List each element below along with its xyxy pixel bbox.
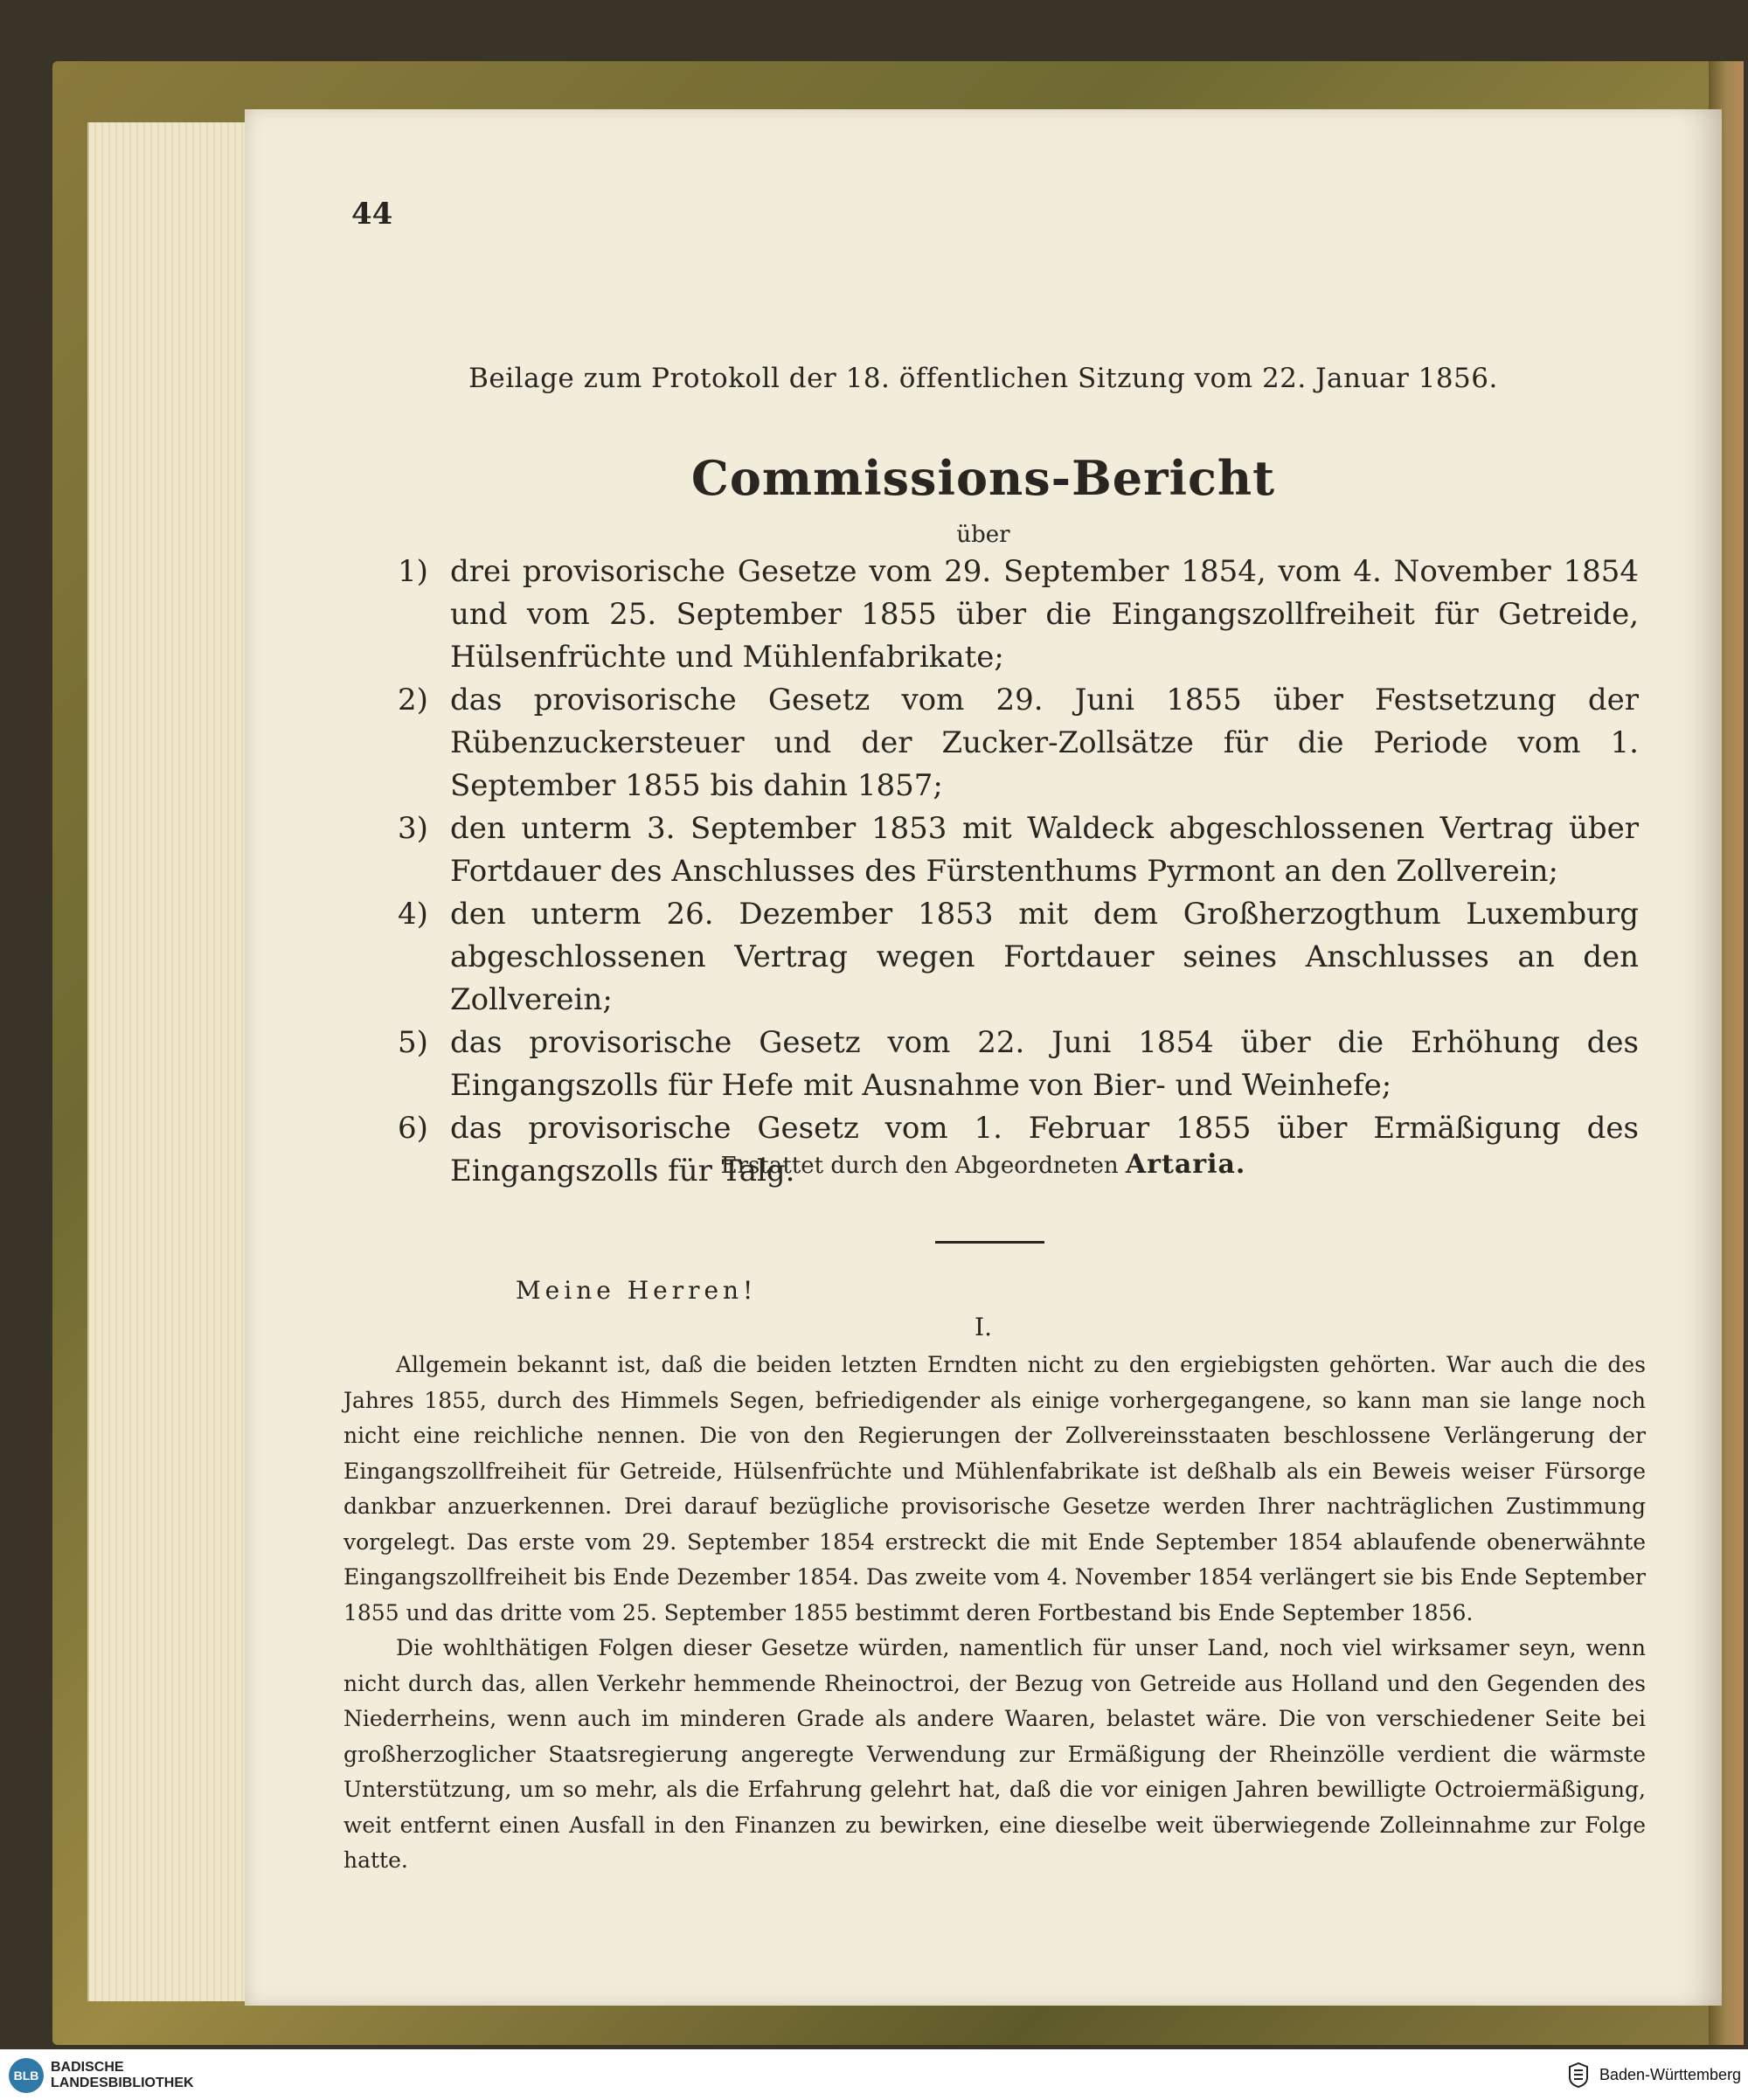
list-item <box>398 1022 1639 1107</box>
subtitle-ueber: über <box>956 522 1010 548</box>
item-number: 3) <box>398 811 428 846</box>
library-name-line1: BADISCHE <box>51 2060 124 2075</box>
divider <box>935 1241 1044 1244</box>
list-item <box>398 807 1639 893</box>
paragraph: Allgemein bekannt ist, daß die beiden letzten Erndten nicht zu den ergiebigsten gehörten. War auch die des Jahres 1855, durch des Himmels Segen, befriedigender als einige vorhergegangene, so kann man sie lange noch nicht eine reichliche nennen. Die von den Regierungen der Zollvereinsstaaten beschlossene Verlängerung der Eingangszollfreiheit für Getreide, Hülsenfrüchte und Mühlenfabrikate ist deßhalb als ein Beweis weiser Fürsorge dankbar anzuerkennen. Drei darauf bezügliche provisorische Gesetze werden Ihrer nachträglichen Zustimmung vorgelegt. Das erste vom 29. September 1854 erstreckt die mit Ende September 1854 ablaufende obenerwähnte Eingangszollfreiheit bis Ende Dezember 1854. Das zweite vom 4. November 1854 verlängert sie bis Ende September 1855 und das dritte vom 25. September 1855 bestimmt deren Fortbestand bis Ende September 1856. <box>343 1352 1646 1625</box>
page-title: Commissions-Bericht <box>690 450 1276 506</box>
item-text: das provisorische Gesetz vom 1. Februar 1855 über Ermäßigung des Eingangszolls für Talg. <box>450 1111 1639 1189</box>
supplement-line: Beilage zum Protokoll der 18. öffentlichen Sitzung vom 22. Januar 1856. <box>468 363 1498 394</box>
item-text: den unterm 26. Dezember 1853 mit dem Großherzogthum Luxemburg abgeschlossenen Vertrag wegen Fortdauer seines Anschlusses an den Zollverein; <box>450 897 1639 1017</box>
footer-bar <box>0 2049 1748 2100</box>
item-text: drei provisorische Gesetze vom 29. September 1854, vom 4. November 1854 und vom 25. September 1855 über die Eingangszollfreiheit für Getreide, Hülsenfrüchte und Mühlenfabrikate; <box>450 554 1639 675</box>
state-name: Baden-Württemberg <box>1599 2066 1742 2083</box>
submitted-by <box>245 1149 1722 1180</box>
salutation: Meine Herren! <box>516 1276 758 1305</box>
item-number: 5) <box>398 1025 428 1060</box>
item-number: 6) <box>398 1111 428 1146</box>
item-number: 1) <box>398 554 428 589</box>
item-number: 4) <box>398 897 428 932</box>
library-name <box>51 2060 194 2091</box>
item-text: das provisorische Gesetz vom 22. Juni 1854 über die Erhöhung des Eingangszolls für Hefe mit Ausnahme von Bier- und Weinhefe; <box>450 1025 1639 1103</box>
list-item <box>398 551 1639 679</box>
submitted-label: Erstattet durch den Abgeordneten <box>720 1153 1119 1179</box>
page-number: 44 <box>351 197 393 232</box>
body-text <box>343 1348 1646 1879</box>
page-edges <box>87 122 264 2001</box>
item-text: den unterm 3. September 1853 mit Waldeck abgeschlossenen Vertrag über Fortdauer des Anschlusses des Fürstenthums Pyrmont an den Zollverein; <box>450 811 1639 889</box>
item-list <box>398 551 1639 1193</box>
blb-logo-icon: BLB <box>9 2058 44 2093</box>
section-number: I. <box>975 1313 992 1341</box>
paragraph: Die wohlthätigen Folgen dieser Gesetze würden, namentlich für unser Land, noch viel wirksamer seyn, wenn nicht durch das, allen Verkehr hemmende Rheinoctroi, der Bezug von Getreide aus Holland und den Gegenden des Niederrheins, wenn auch im minderen Grade als andere Waaren, belastet wäre. Die von verschiedener Seite bei großherzoglicher Staatsregierung angeregte Verwendung zur Ermäßigung der Rheinzölle verdient die wärmste Unterstützung, um so mehr, als die Erfahrung gelehrt hat, daß die vor einigen Jahren bewilligte Octroiermäßigung, weit entfernt einen Ausfall in den Finanzen zu bewirken, eine dieselbe weit überwiegende Zolleinnahme zur Folge hatte. <box>343 1635 1646 1873</box>
item-text: das provisorische Gesetz vom 29. Juni 1855 über Festsetzung der Rübenzuckersteuer und der Zucker-Zollsätze für die Periode vom 1. September 1855 bis dahin 1857; <box>450 683 1639 803</box>
list-item <box>398 893 1639 1022</box>
item-number: 2) <box>398 683 428 717</box>
list-item <box>398 679 1639 807</box>
book-page <box>245 109 1722 2006</box>
author-name: Artaria. <box>1125 1149 1246 1180</box>
library-name-line2: LANDESBIBLIOTHEK <box>51 2076 194 2090</box>
bw-lions-icon <box>1566 2062 1591 2088</box>
